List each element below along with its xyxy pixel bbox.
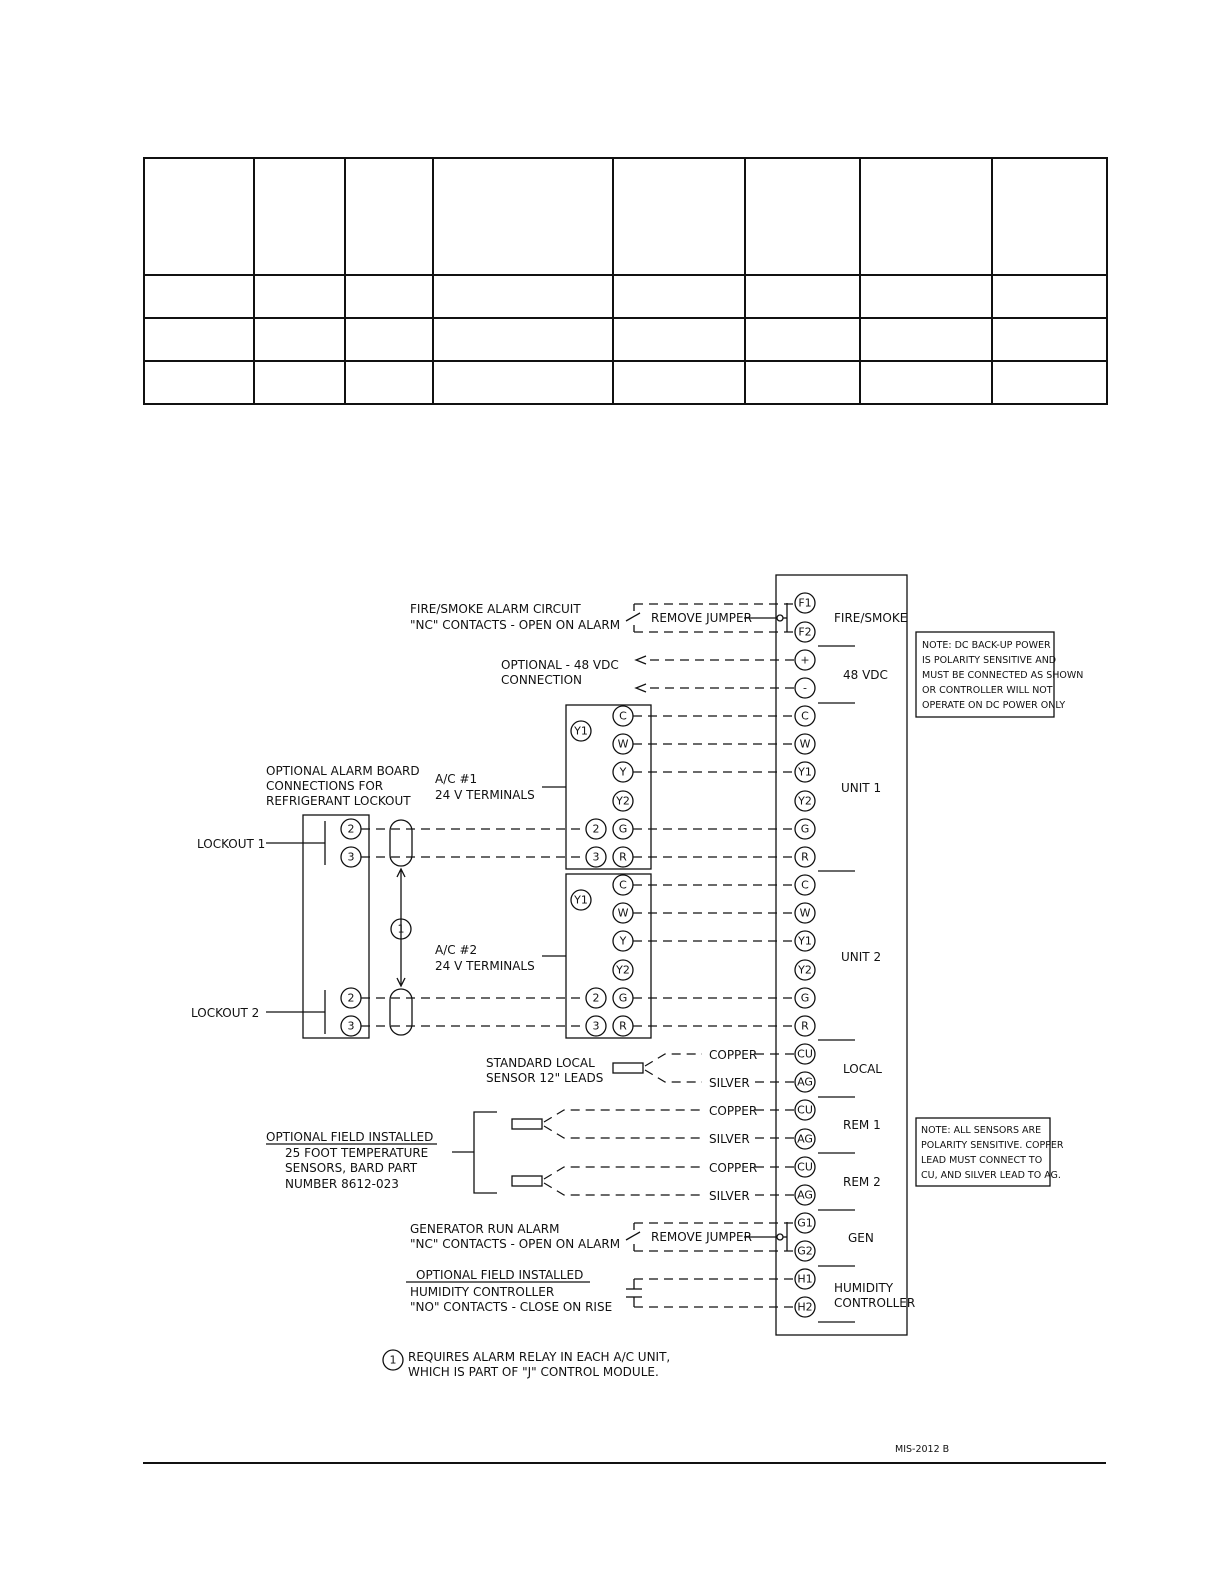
ac1-terminal-block — [435, 705, 794, 869]
terminal-h2 — [795, 1297, 815, 1317]
svg-text:AG: AG — [797, 1075, 813, 1089]
terminal-rem2-cu — [795, 1157, 815, 1177]
terminal-unit1-c — [795, 706, 815, 726]
ac2-y1-label: Y1 — [574, 893, 588, 907]
terminal-48vdc-minus — [795, 678, 815, 698]
svg-text:G: G — [800, 822, 810, 836]
humidity-line2: HUMIDITY CONTROLLER — [410, 1285, 555, 1299]
terminal-unit1-y1 — [795, 762, 815, 782]
group-label-rem1: REM 1 — [843, 1118, 881, 1132]
terminal-unit1-y2 — [795, 791, 815, 811]
standard-sensor-line2: SENSOR 12" LEADS — [486, 1071, 604, 1085]
terminal-unit1-w — [795, 734, 815, 754]
note-dc-power — [916, 632, 1083, 717]
svg-text:Y2: Y2 — [798, 794, 812, 808]
drawing-number: MIS-2012 B — [895, 1444, 950, 1455]
ac1-2: 2 — [592, 822, 600, 836]
ac1-label-line2: 24 V TERMINALS — [435, 788, 535, 802]
group-label-controller: CONTROLLER — [834, 1296, 916, 1310]
terminal-f1 — [795, 593, 815, 613]
svg-text:W: W — [799, 906, 811, 920]
svg-text:Y1: Y1 — [798, 765, 812, 779]
ac1-y1-label: Y1 — [574, 724, 588, 738]
terminal-rem1-ag — [795, 1129, 815, 1149]
terminal-unit2-r — [795, 1016, 815, 1036]
footnote-line2: WHICH IS PART OF "J" CONTROL MODULE. — [408, 1365, 659, 1379]
svg-text:CU: CU — [797, 1103, 813, 1117]
ac2-c: C — [619, 878, 627, 892]
lockout1-label: LOCKOUT 1 — [197, 837, 266, 851]
footnote-line1: REQUIRES ALARM RELAY IN EACH A/C UNIT, — [408, 1350, 671, 1364]
svg-text:R: R — [801, 1019, 809, 1033]
ac2-3: 3 — [592, 1019, 600, 1033]
svg-text:C: C — [801, 878, 809, 892]
svg-text:G1: G1 — [797, 1216, 813, 1230]
lockout2-terminal-3: 3 — [347, 1019, 355, 1033]
rem2-copper-label: COPPER — [709, 1161, 758, 1175]
terminal-unit2-y1 — [795, 931, 815, 951]
svg-text:H2: H2 — [797, 1300, 813, 1314]
rem1-copper-label: COPPER — [709, 1104, 758, 1118]
svg-text:G: G — [800, 991, 810, 1005]
svg-text:Y2: Y2 — [798, 963, 812, 977]
humidity-line3: "NO" CONTACTS - CLOSE ON RISE — [410, 1300, 613, 1314]
optional-48vdc-connection — [501, 656, 794, 692]
rem1-silver-label: SILVER — [709, 1132, 750, 1146]
optional-remote-sensors — [266, 1104, 794, 1203]
terminal-rem2-ag — [795, 1185, 815, 1205]
note-power-line1: NOTE: DC BACK-UP POWER — [922, 640, 1051, 651]
lockout1-terminal-3: 3 — [347, 850, 355, 864]
terminal-unit2-g — [795, 988, 815, 1008]
svg-text:R: R — [801, 850, 809, 864]
generator-line1: GENERATOR RUN ALARM — [410, 1222, 560, 1236]
ac2-label-line1: A/C #2 — [435, 943, 478, 957]
group-label-unit1: UNIT 1 — [841, 781, 882, 795]
gen-remove-jumper-label: REMOVE JUMPER — [651, 1230, 752, 1244]
ac2-terminal-block — [435, 874, 794, 1038]
lockout1-terminal-2: 2 — [347, 822, 355, 836]
group-label-local: LOCAL — [843, 1062, 882, 1076]
svg-text:H1: H1 — [797, 1272, 813, 1286]
optional-sensor-line2: 25 FOOT TEMPERATURE — [285, 1146, 429, 1160]
ac2-y: Y — [619, 934, 627, 948]
group-label-fire-smoke: FIRE/SMOKE — [834, 611, 908, 625]
footnote-marker: 1 — [389, 1353, 397, 1367]
svg-text:CU: CU — [797, 1160, 813, 1174]
ac1-c: C — [619, 709, 627, 723]
ac1-w: W — [617, 737, 629, 751]
terminal-rem1-cu — [795, 1100, 815, 1120]
humidity-controller-circuit — [406, 1268, 794, 1314]
fire-circuit-line1: FIRE/SMOKE ALARM CIRCUIT — [410, 602, 581, 616]
svg-text:+: + — [800, 653, 810, 667]
svg-text:W: W — [799, 737, 811, 751]
alarm-board-line1: OPTIONAL ALARM BOARD — [266, 764, 420, 778]
svg-text:AG: AG — [797, 1132, 813, 1146]
svg-text:AG: AG — [797, 1188, 813, 1202]
terminal-unit2-c — [795, 875, 815, 895]
rem2-silver-label: SILVER — [709, 1189, 750, 1203]
alarm-board-line2: CONNECTIONS FOR — [266, 779, 384, 793]
terminal-unit1-r — [795, 847, 815, 867]
ac1-3: 3 — [592, 850, 600, 864]
terminal-group-dividers — [818, 646, 855, 1322]
group-label-48vdc: 48 VDC — [843, 668, 888, 682]
terminal-g2 — [795, 1241, 815, 1261]
ac1-y2: Y2 — [616, 794, 630, 808]
ac2-g: G — [618, 991, 628, 1005]
footnote — [383, 1350, 670, 1379]
ac2-label-line2: 24 V TERMINALS — [435, 959, 535, 973]
standard-sensor-line1: STANDARD LOCAL — [486, 1056, 595, 1070]
svg-text:F2: F2 — [798, 625, 812, 639]
ac2-r: R — [619, 1019, 627, 1033]
ac1-y: Y — [619, 765, 627, 779]
svg-text:G2: G2 — [797, 1244, 813, 1258]
svg-text:Y1: Y1 — [798, 934, 812, 948]
svg-text:-: - — [803, 681, 807, 695]
note-power-line5: OPERATE ON DC POWER ONLY — [922, 700, 1066, 711]
fire-remove-jumper-label: REMOVE JUMPER — [651, 611, 752, 625]
svg-text:F1: F1 — [798, 596, 812, 610]
ac1-r: R — [619, 850, 627, 864]
ac2-2: 2 — [592, 991, 600, 1005]
terminal-unit1-g — [795, 819, 815, 839]
humidity-line1: OPTIONAL FIELD INSTALLED — [416, 1268, 584, 1282]
note-power-line4: OR CONTROLLER WILL NOT — [922, 685, 1053, 696]
alarm-board — [191, 764, 586, 1038]
lockout2-terminal-2: 2 — [347, 991, 355, 1005]
group-label-gen: GEN — [848, 1231, 874, 1245]
ac1-g: G — [618, 822, 628, 836]
terminal-48vdc-plus — [795, 650, 815, 670]
optional-48vdc-line1: OPTIONAL - 48 VDC — [501, 658, 619, 672]
ac1-label-line1: A/C #1 — [435, 772, 478, 786]
controller-terminals — [795, 593, 815, 1317]
note-sensors-line1: NOTE: ALL SENSORS ARE — [921, 1125, 1042, 1136]
optional-sensor-line4: NUMBER 8612-023 — [285, 1177, 399, 1191]
terminal-f2 — [795, 622, 815, 642]
terminal-local-cu — [795, 1044, 815, 1064]
note-marker-text: 1 — [397, 922, 405, 936]
group-label-rem2: REM 2 — [843, 1175, 881, 1189]
terminal-local-ag — [795, 1072, 815, 1092]
fire-smoke-circuit — [410, 602, 794, 632]
note-power-line3: MUST BE CONNECTED AS SHOWN — [922, 670, 1084, 681]
group-label-unit2: UNIT 2 — [841, 950, 882, 964]
optional-sensor-line1: OPTIONAL FIELD INSTALLED — [266, 1130, 434, 1144]
alarm-board-line3: REFRIGERANT LOCKOUT — [266, 794, 411, 808]
local-copper-label: COPPER — [709, 1048, 758, 1062]
note-power-line2: IS POLARITY SENSITIVE AND — [922, 655, 1057, 666]
terminal-g1 — [795, 1213, 815, 1233]
ac2-y2: Y2 — [616, 963, 630, 977]
note-sensors — [916, 1118, 1064, 1186]
footer-rule — [143, 1462, 1106, 1464]
note-sensors-line3: LEAD MUST CONNECT TO — [921, 1155, 1043, 1166]
note-sensors-line2: POLARITY SENSITIVE. COPPER — [921, 1140, 1064, 1151]
terminal-h1 — [795, 1269, 815, 1289]
terminal-unit2-w — [795, 903, 815, 923]
lockout2-label: LOCKOUT 2 — [191, 1006, 260, 1020]
svg-text:CU: CU — [797, 1047, 813, 1061]
optional-48vdc-line2: CONNECTION — [501, 673, 583, 687]
optional-sensor-line3: SENSORS, BARD PART — [285, 1161, 418, 1175]
standard-local-sensor — [486, 1048, 794, 1090]
fire-circuit-line2: "NC" CONTACTS - OPEN ON ALARM — [410, 618, 621, 632]
local-silver-label: SILVER — [709, 1076, 750, 1090]
generator-run-alarm — [410, 1222, 794, 1251]
terminal-unit2-y2 — [795, 960, 815, 980]
group-label-humidity: HUMIDITY — [834, 1281, 894, 1295]
svg-text:C: C — [801, 709, 809, 723]
note-sensors-line4: CU, AND SILVER LEAD TO AG. — [921, 1170, 1061, 1181]
generator-line2: "NC" CONTACTS - OPEN ON ALARM — [410, 1237, 621, 1251]
ac2-w: W — [617, 906, 629, 920]
